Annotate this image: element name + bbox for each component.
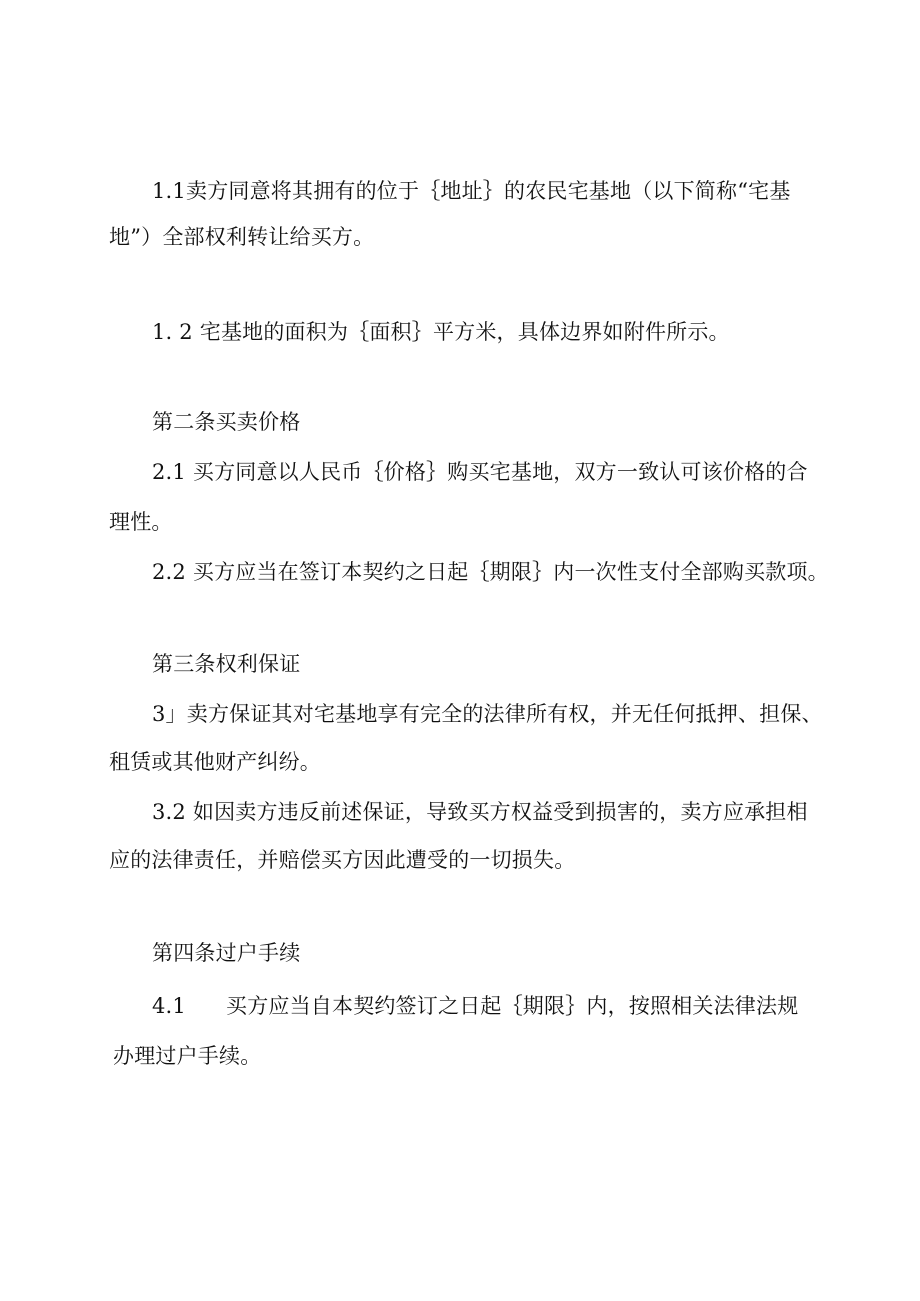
clause-3-1-line-1: 3」卖方保证其对宅基地享有完全的法律所有权，并无任何抵押、担保、 bbox=[152, 702, 823, 726]
article-3-heading: 第三条权利保证 bbox=[152, 652, 301, 676]
clause-4-1-number: 4.1 bbox=[152, 994, 186, 1018]
clause-2-2-line-1: 2.2 买方应当在签订本契约之日起｛期限｝内一次性支付全部购买款项。 bbox=[152, 560, 829, 584]
clause-3-2-line-2: 应的法律责任，并赔偿买方因此遭受的一切损失。 bbox=[109, 848, 576, 872]
article-4-heading: 第四条过户手续 bbox=[152, 941, 301, 965]
clause-2-1-line-2: 理性。 bbox=[109, 510, 173, 534]
clause-4-1-line-1 bbox=[152, 992, 798, 1020]
clause-3-2-line-1: 3.2 如因卖方违反前述保证，导致买方权益受到损害的，卖方应承担相 bbox=[152, 800, 808, 824]
clause-4-1-text: 买方应当自本契约签订之日起｛期限｝内，按照相关法律法规 bbox=[226, 994, 799, 1018]
clause-4-1-line-2: 办理过户手续。 bbox=[113, 1044, 262, 1068]
clause-1-1-line-2: 地”）全部权利转让给买方。 bbox=[109, 225, 375, 249]
article-2-heading: 第二条买卖价格 bbox=[152, 410, 301, 434]
clause-3-1-line-2: 租赁或其他财产纠纷。 bbox=[109, 750, 321, 774]
clause-1-2-line-1: 1. 2 宅基地的面积为｛面积｝平方米，具体边界如附件所示。 bbox=[152, 320, 730, 344]
clause-1-1-line-1: 1.1卖方同意将其拥有的位于｛地址｝的农民宅基地（以下简称“宅基 bbox=[152, 179, 791, 203]
clause-2-1-line-1: 2.1 买方同意以人民币｛价格｝购买宅基地，双方一致认可该价格的合 bbox=[152, 460, 808, 484]
